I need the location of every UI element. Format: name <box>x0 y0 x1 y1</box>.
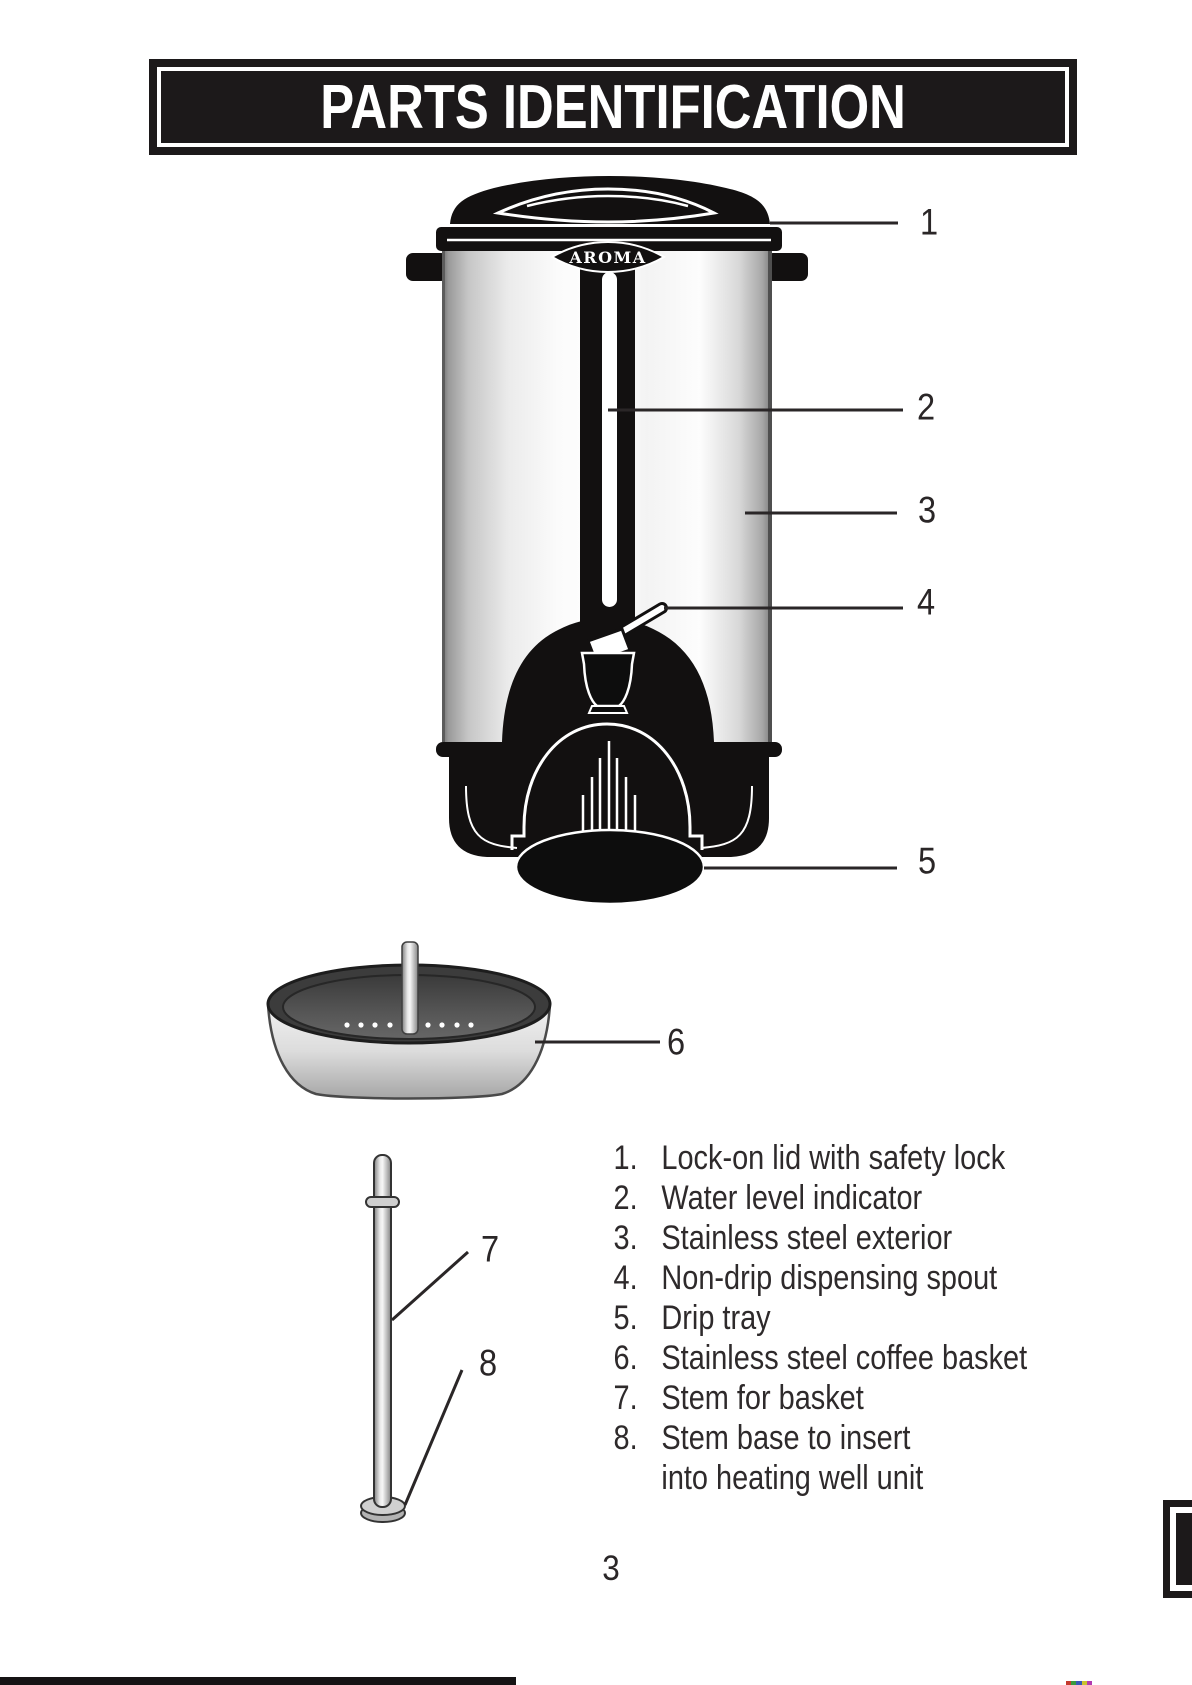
callout-label-1: 1 <box>919 201 939 243</box>
item-text: Stem base to insert <box>661 1419 911 1457</box>
chapter-tab-gap <box>1170 1507 1192 1591</box>
print-registration-marks <box>1066 1681 1092 1685</box>
item-number: 2. <box>613 1179 638 1217</box>
item-text: Stem for basket <box>661 1379 864 1417</box>
item-number: 4. <box>613 1259 638 1297</box>
item-text: into heating well unit <box>661 1459 924 1497</box>
basket-stem-post <box>402 942 418 1034</box>
brand-badge-text: AROMA <box>569 248 647 267</box>
stem-illustration <box>361 1155 405 1522</box>
item-number: 5. <box>613 1299 638 1337</box>
parts-list-item <box>590 1178 1027 1218</box>
item-text: Water level indicator <box>661 1179 923 1217</box>
parts-list-item <box>590 1418 1027 1458</box>
parts-list-item <box>590 1378 1027 1418</box>
item-number: 6. <box>613 1339 638 1377</box>
item-number: 1. <box>613 1139 638 1177</box>
item-number: 3. <box>613 1219 638 1257</box>
callout-label-3: 3 <box>917 489 937 531</box>
coffee-urn-illustration <box>406 176 808 904</box>
lock-on-lid <box>436 176 782 251</box>
chapter-tab-fill <box>1176 1513 1192 1585</box>
item-text: Lock-on lid with safety lock <box>661 1139 1006 1177</box>
bottom-edge-bar <box>0 1677 516 1685</box>
chapter-tab <box>1163 1500 1192 1598</box>
parts-list-item <box>590 1138 1027 1178</box>
callout-label-8: 8 <box>478 1342 498 1384</box>
parts-list-item <box>590 1298 1027 1338</box>
callout-label-5: 5 <box>917 840 937 882</box>
callout-label-2: 2 <box>916 386 936 428</box>
item-number: 8. <box>613 1419 638 1457</box>
drip-tray <box>516 830 704 904</box>
parts-list-item <box>590 1258 1027 1298</box>
item-number <box>590 1458 638 1498</box>
item-number: 7. <box>613 1379 638 1417</box>
parts-list-item-continuation <box>590 1458 1027 1498</box>
stem-collar <box>366 1197 399 1207</box>
parts-list <box>590 1138 1104 1498</box>
parts-list-item <box>590 1218 1027 1258</box>
callout-label-7: 7 <box>480 1228 500 1270</box>
callout-line-7 <box>392 1252 468 1320</box>
page-number: 3 <box>602 1549 620 1588</box>
item-text: Stainless steel exterior <box>661 1219 953 1257</box>
item-text: Non-drip dispensing spout <box>661 1259 998 1297</box>
item-text: Drip tray <box>661 1299 771 1337</box>
page-title: PARTS IDENTIFICATION <box>320 72 906 142</box>
callout-label-4: 4 <box>916 581 936 623</box>
callout-line-8 <box>405 1370 462 1505</box>
item-text: Stainless steel coffee basket <box>661 1339 1028 1377</box>
parts-list-item <box>590 1338 1027 1378</box>
callout-label-6: 6 <box>666 1021 686 1063</box>
coffee-basket-illustration <box>268 942 550 1099</box>
water-level-indicator <box>580 252 635 635</box>
